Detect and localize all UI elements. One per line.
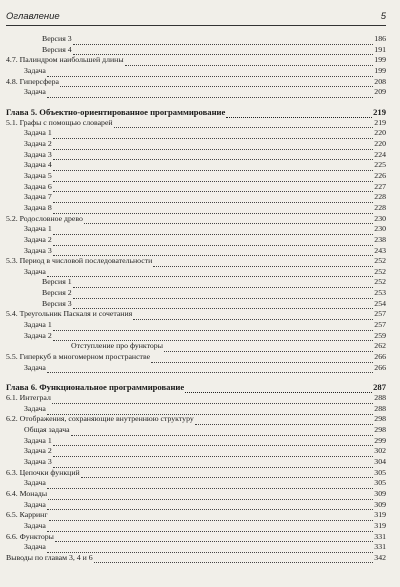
toc-entry-page: 199 (374, 55, 386, 65)
toc-entry-page: 209 (374, 87, 386, 97)
toc-entry[interactable] (6, 182, 386, 193)
dot-leader (53, 206, 374, 214)
header-page-number: 5 (380, 11, 386, 22)
dot-leader (47, 502, 373, 510)
toc-entry-title: Задача 2 (24, 234, 52, 244)
toc-entry-title: Задача (24, 266, 46, 276)
toc-entry[interactable] (6, 553, 386, 564)
toc-entry-page: 259 (374, 330, 386, 340)
toc-entry-title: 6.2. Отображения, сохраняющие внутреннюю структуру (6, 414, 194, 424)
toc-entry-title: Задача 2 (24, 139, 52, 149)
dot-leader (195, 417, 374, 425)
toc-entry-title: Задача 5 (24, 171, 52, 181)
toc-entry-page: 302 (374, 446, 386, 456)
dot-leader (47, 407, 373, 415)
dot-leader (60, 79, 373, 87)
dot-leader (133, 312, 373, 320)
dot-leader (153, 259, 373, 267)
toc-entry[interactable] (6, 66, 386, 77)
toc-entry[interactable] (6, 542, 386, 553)
toc-entry-title: Версия 1 (42, 277, 72, 287)
toc-entry[interactable] (6, 341, 386, 352)
toc-entry-title: Задача 3 (24, 149, 52, 159)
dot-leader (55, 534, 373, 542)
toc-entry[interactable] (6, 267, 386, 278)
toc-entry[interactable] (6, 277, 386, 288)
toc-entry-title: Задача 3 (24, 457, 52, 467)
toc-entry-page: 331 (374, 531, 386, 541)
dot-leader (53, 152, 374, 160)
toc-entry-page: 243 (374, 245, 386, 255)
dot-leader (53, 142, 374, 150)
dot-leader (53, 163, 374, 171)
toc-entry-title: Задача 8 (24, 202, 52, 212)
toc-entry-page: 288 (374, 393, 386, 403)
toc-entry[interactable] (6, 446, 386, 457)
toc-entry-page: 257 (374, 320, 386, 329)
toc-entry-title: Задача (24, 87, 46, 97)
toc-chapter-entry[interactable] (6, 381, 386, 393)
toc-entry-title: Версия 2 (42, 288, 72, 298)
toc-entry-title: Задача (24, 499, 46, 509)
toc-entry-title: Задача 4 (24, 160, 52, 170)
toc-entry-page: 266 (374, 362, 386, 372)
toc-entry-page: 304 (374, 457, 386, 467)
toc-entry[interactable] (6, 436, 386, 447)
toc-entry-title: Задача (24, 542, 46, 552)
toc-entry[interactable] (6, 224, 386, 235)
dot-leader (53, 438, 374, 446)
toc-entry-title: 4.7. Палиндром наибольшей длины (6, 55, 124, 65)
toc-entry-title: 6.3. Цепочки функций (6, 467, 80, 477)
toc-entry-title: Задача (24, 65, 46, 75)
dot-leader (47, 90, 373, 98)
toc-entry-title: 5.5. Гиперкуб в многомерном пространстве (6, 351, 151, 361)
toc-entry-page: 228 (374, 202, 386, 212)
toc-entry-title: Глава 6. Функциональное программирование (6, 382, 185, 393)
toc-entry-page: 252 (374, 266, 386, 276)
toc-entry-title: Версия 3 (42, 298, 72, 308)
toc-entry[interactable] (6, 45, 386, 56)
toc-entry[interactable] (6, 500, 386, 511)
dot-leader (47, 481, 373, 489)
toc-entry-page: 220 (374, 128, 386, 138)
toc-entry-page: 305 (374, 478, 386, 488)
toc-entry[interactable] (6, 457, 386, 468)
toc-entry[interactable] (6, 510, 386, 521)
toc-entry-page: 266 (374, 351, 386, 361)
toc-entry[interactable] (6, 256, 386, 267)
toc-entry-page: 199 (374, 65, 386, 75)
dot-leader (53, 333, 374, 341)
toc-entry-title: Задача 6 (24, 181, 52, 191)
toc-entry-page: 342 (374, 552, 386, 562)
toc-entry-title: Задача (24, 520, 46, 530)
dot-leader (73, 37, 374, 45)
dot-leader (47, 365, 373, 373)
toc-entry-page: 208 (374, 76, 386, 86)
toc-entry-page: 305 (374, 467, 386, 477)
toc-entry[interactable] (6, 87, 386, 98)
toc-entry-page: 225 (374, 160, 386, 170)
toc-entry[interactable] (6, 468, 386, 479)
toc-entry[interactable] (6, 246, 386, 257)
dot-leader (53, 131, 374, 139)
toc-entry[interactable] (6, 203, 386, 214)
dot-leader (47, 524, 373, 532)
toc-entry-title: Глава 5. Объектно-ориентированное программирование (6, 106, 226, 117)
toc-entry-title: Задача 1 (24, 320, 52, 329)
toc-entry-page: 219 (374, 117, 386, 127)
toc-entry[interactable] (6, 489, 386, 500)
toc-entry[interactable] (6, 214, 386, 225)
toc-entry-title: Задача (24, 403, 46, 413)
toc-entry-page: 220 (374, 139, 386, 149)
toc-entry-page: 226 (374, 171, 386, 181)
dot-leader (53, 460, 374, 468)
toc-entry-page: 224 (374, 149, 386, 159)
toc-entry-page: 309 (374, 488, 386, 498)
toc-entry[interactable] (6, 393, 386, 404)
toc-entry[interactable] (6, 77, 386, 88)
toc-entry[interactable] (6, 478, 386, 489)
toc-entry[interactable] (6, 521, 386, 532)
header-section-title: Оглавление (6, 11, 60, 22)
toc-entry[interactable] (6, 118, 386, 129)
toc-entry-title: 6.5. Карринг (6, 510, 48, 520)
dot-leader (53, 174, 374, 182)
dot-leader (53, 227, 374, 235)
toc-entry-page: 230 (374, 213, 386, 223)
dot-leader (47, 69, 373, 77)
toc-entry-title: Задача 1 (24, 128, 52, 138)
toc-entry[interactable] (6, 150, 386, 161)
toc-entry-page: 252 (374, 277, 386, 287)
toc-entry-page: 298 (374, 414, 386, 424)
toc-entry[interactable] (6, 128, 386, 139)
dot-leader (53, 238, 374, 246)
toc-entry-title: Отступление про функторы (71, 341, 163, 351)
dot-leader (53, 248, 374, 256)
toc-entry[interactable] (6, 309, 386, 320)
toc-chapter-entry[interactable] (6, 106, 386, 118)
toc-entry[interactable] (6, 363, 386, 374)
dot-leader (164, 344, 373, 352)
dot-leader (53, 195, 374, 203)
toc-entry-title: 4.8. Гиперсфера (6, 76, 59, 86)
toc-entry-title: Общая задача (24, 425, 70, 435)
toc-entry-page: 299 (374, 435, 386, 445)
dot-leader (125, 58, 374, 66)
dot-leader (185, 385, 372, 393)
toc-entry-page: 230 (374, 224, 386, 234)
toc-entry-title: 5.2. Родословное древо (6, 213, 83, 223)
dot-leader (94, 555, 374, 563)
dot-leader (53, 449, 374, 457)
toc-entry[interactable] (6, 320, 386, 331)
dot-leader (73, 301, 374, 309)
table-of-contents (6, 34, 386, 563)
dot-leader (84, 216, 373, 224)
toc-entry-page: 191 (374, 44, 386, 54)
toc-entry-page: 219 (373, 106, 386, 117)
toc-entry[interactable] (6, 288, 386, 299)
toc-entry[interactable] (6, 192, 386, 203)
running-header (6, 8, 386, 26)
toc-entry[interactable] (6, 34, 386, 45)
toc-entry-title: Задача 1 (24, 435, 52, 445)
toc-entry-title: 6.4. Монады (6, 488, 48, 498)
toc-entry[interactable] (6, 235, 386, 246)
toc-entry-page: 262 (374, 341, 386, 351)
dot-leader (114, 120, 374, 128)
toc-entry-page: 252 (374, 256, 386, 266)
toc-entry-page: 254 (374, 298, 386, 308)
dot-leader (53, 184, 374, 192)
toc-entry-page: 319 (374, 510, 386, 520)
toc-entry-title: Задача 1 (24, 224, 52, 234)
dot-leader (73, 291, 374, 299)
toc-entry[interactable] (6, 404, 386, 415)
toc-entry-title: 5.3. Период в числовой последовательности (6, 256, 153, 266)
dot-leader (151, 355, 373, 363)
toc-entry-page: 238 (374, 234, 386, 244)
toc-entry-title: Задача 2 (24, 330, 52, 340)
toc-entry-page: 253 (374, 288, 386, 298)
toc-entry-title: 6.1. Интеграл (6, 393, 51, 403)
toc-entry[interactable] (6, 171, 386, 182)
dot-leader (48, 492, 373, 500)
dot-leader (47, 545, 373, 553)
dot-leader (73, 47, 374, 55)
toc-entry[interactable] (6, 425, 386, 436)
toc-entry-title: 6.6. Функторы (6, 531, 54, 541)
toc-entry[interactable] (6, 415, 386, 426)
toc-entry-title: Задача 3 (24, 245, 52, 255)
toc-entry-page: 319 (374, 520, 386, 530)
toc-entry-title: 5.1. Графы с помощью словарей (6, 117, 113, 127)
toc-entry[interactable] (6, 532, 386, 543)
toc-entry-page: 309 (374, 499, 386, 509)
toc-entry-title: Задача (24, 478, 46, 488)
toc-entry-page: 257 (374, 309, 386, 319)
toc-entry-title: Выводы по главам 3, 4 и 6 (6, 552, 93, 562)
dot-leader (52, 396, 373, 404)
dot-leader (47, 269, 373, 277)
toc-entry-page: 228 (374, 192, 386, 202)
toc-entry-page: 186 (374, 33, 386, 43)
dot-leader (73, 280, 374, 288)
toc-entry[interactable] (6, 299, 386, 310)
dot-leader (226, 110, 372, 118)
toc-entry[interactable] (6, 331, 386, 342)
toc-entry-title: Версия 4 (42, 44, 72, 54)
toc-entry-title: Версия 3 (42, 33, 72, 43)
toc-entry-title: Задача 2 (24, 446, 52, 456)
toc-entry[interactable] (6, 160, 386, 171)
dot-leader (71, 428, 374, 436)
dot-leader (49, 513, 374, 521)
toc-entry-title: 5.4. Треугольник Паскаля и сочетания (6, 309, 133, 319)
toc-entry-title: Задача 7 (24, 192, 52, 202)
dot-leader (53, 323, 374, 331)
toc-entry-page: 227 (374, 181, 386, 191)
toc-entry[interactable] (6, 55, 386, 66)
toc-entry-page: 331 (374, 542, 386, 552)
toc-entry-page: 298 (374, 425, 386, 435)
toc-entry-title: Задача (24, 362, 46, 372)
toc-entry-page: 288 (374, 403, 386, 413)
dot-leader (81, 470, 374, 478)
toc-entry[interactable] (6, 139, 386, 150)
toc-entry[interactable] (6, 352, 386, 363)
toc-entry-page: 287 (373, 382, 386, 393)
